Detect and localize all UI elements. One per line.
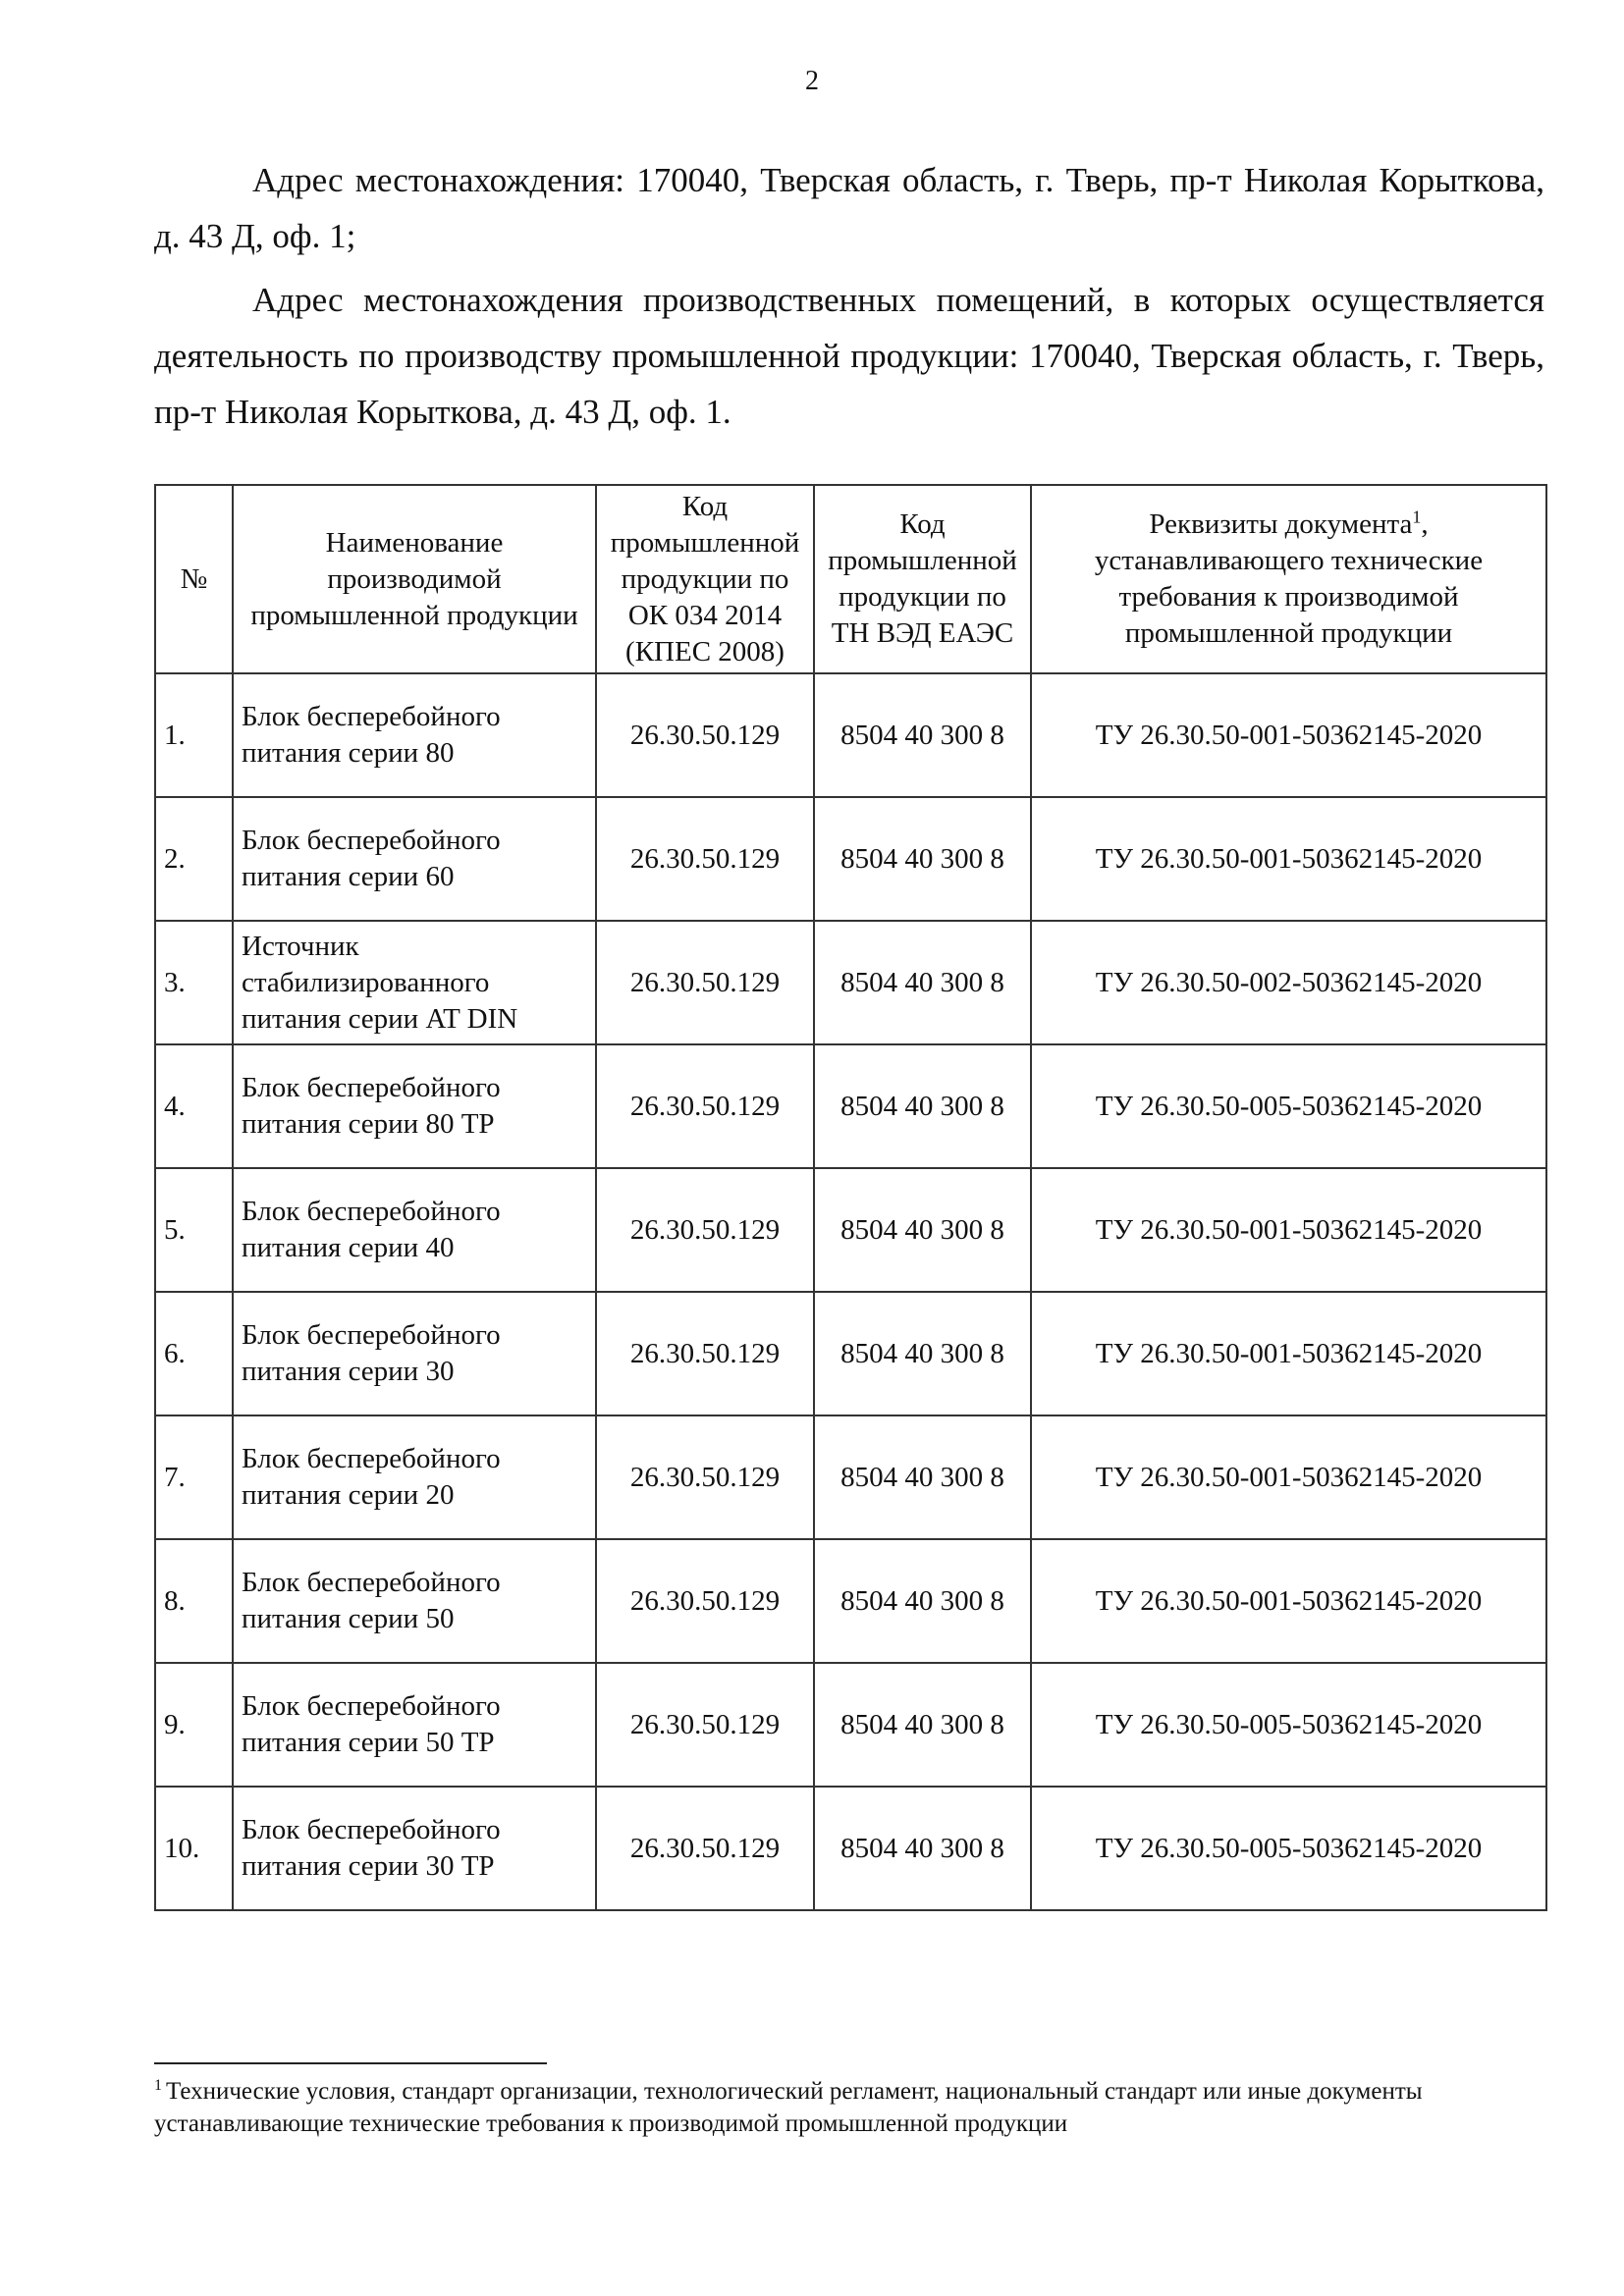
tnved-code: 8504 40 300 8 bbox=[814, 1044, 1031, 1168]
footnote-marker: 1 bbox=[154, 2076, 162, 2094]
footnote-separator bbox=[154, 2062, 547, 2064]
row-number: 4. bbox=[155, 1044, 233, 1168]
okpd-code: 26.30.50.129 bbox=[596, 1663, 814, 1787]
document-requisites: ТУ 26.30.50-005-50362145-2020 bbox=[1031, 1787, 1546, 1910]
document-requisites: ТУ 26.30.50-001-50362145-2020 bbox=[1031, 797, 1546, 921]
row-number: 3. bbox=[155, 921, 233, 1044]
table-row bbox=[155, 1787, 1546, 1910]
table-row bbox=[155, 673, 1546, 797]
okpd-code: 26.30.50.129 bbox=[596, 1168, 814, 1292]
row-number: 9. bbox=[155, 1663, 233, 1787]
okpd-code: 26.30.50.129 bbox=[596, 1292, 814, 1415]
row-number: 7. bbox=[155, 1415, 233, 1539]
product-name: Блок бесперебойного питания серии 20 bbox=[233, 1415, 596, 1539]
tnved-code: 8504 40 300 8 bbox=[814, 1539, 1031, 1663]
document-requisites: ТУ 26.30.50-005-50362145-2020 bbox=[1031, 1663, 1546, 1787]
okpd-code: 26.30.50.129 bbox=[596, 673, 814, 797]
okpd-code: 26.30.50.129 bbox=[596, 921, 814, 1044]
footnote-text: Технические условия, стандарт организации, технологический регламент, национальный стандарт или иные документы устанавливающие технические требования к производимой промышленной продукции bbox=[154, 2078, 1423, 2137]
table-row bbox=[155, 797, 1546, 921]
tnved-code: 8504 40 300 8 bbox=[814, 797, 1031, 921]
header-tnved-code: Код промышленной продукции по ТН ВЭД ЕАЭС bbox=[814, 485, 1031, 673]
product-name: Блок бесперебойного питания серии 60 bbox=[233, 797, 596, 921]
document-requisites: ТУ 26.30.50-001-50362145-2020 bbox=[1031, 1292, 1546, 1415]
tnved-code: 8504 40 300 8 bbox=[814, 673, 1031, 797]
header-requisites-rest: , устанавливающего технические требования к производимой промышленной продукции bbox=[1094, 508, 1484, 649]
legal-address-paragraph: Адрес местонахождения: 170040, Тверская область, г. Тверь, пр-т Николая Корыткова, д. 43 Д, оф. 1; bbox=[154, 161, 1544, 255]
tnved-code: 8504 40 300 8 bbox=[814, 1787, 1031, 1910]
product-name: Блок бесперебойного питания серии 50 TP bbox=[233, 1663, 596, 1787]
header-num: № bbox=[155, 485, 233, 673]
document-requisites: ТУ 26.30.50-001-50362145-2020 bbox=[1031, 673, 1546, 797]
production-address-paragraph: Адрес местонахождения производственных помещений, в которых осуществляется деятельность по производству промышленной продукции: 170040, Тверская область, г. Тверь, пр-т Николая Корыткова, д. 43 Д, оф. 1. bbox=[154, 281, 1544, 431]
table-row bbox=[155, 1168, 1546, 1292]
product-name: Блок бесперебойного питания серии 30 TP bbox=[233, 1787, 596, 1910]
okpd-code: 26.30.50.129 bbox=[596, 1415, 814, 1539]
address-section bbox=[154, 152, 1544, 448]
product-name: Блок бесперебойного питания серии 30 bbox=[233, 1292, 596, 1415]
document-requisites: ТУ 26.30.50-001-50362145-2020 bbox=[1031, 1539, 1546, 1663]
okpd-code: 26.30.50.129 bbox=[596, 1044, 814, 1168]
product-name: Блок бесперебойного питания серии 40 bbox=[233, 1168, 596, 1292]
row-number: 8. bbox=[155, 1539, 233, 1663]
header-product-name: Наименование производимой промышленной продукции bbox=[233, 485, 596, 673]
products-table bbox=[154, 484, 1547, 1911]
row-number: 5. bbox=[155, 1168, 233, 1292]
document-requisites: ТУ 26.30.50-001-50362145-2020 bbox=[1031, 1168, 1546, 1292]
document-requisites: ТУ 26.30.50-001-50362145-2020 bbox=[1031, 1415, 1546, 1539]
okpd-code: 26.30.50.129 bbox=[596, 797, 814, 921]
row-number: 1. bbox=[155, 673, 233, 797]
okpd-code: 26.30.50.129 bbox=[596, 1787, 814, 1910]
tnved-code: 8504 40 300 8 bbox=[814, 1168, 1031, 1292]
table-row bbox=[155, 1539, 1546, 1663]
table-row bbox=[155, 1663, 1546, 1787]
okpd-code: 26.30.50.129 bbox=[596, 1539, 814, 1663]
table-row bbox=[155, 1044, 1546, 1168]
tnved-code: 8504 40 300 8 bbox=[814, 921, 1031, 1044]
document-requisites: ТУ 26.30.50-002-50362145-2020 bbox=[1031, 921, 1546, 1044]
product-name: Блок бесперебойного питания серии 80 TP bbox=[233, 1044, 596, 1168]
header-requisites-text: Реквизиты документа bbox=[1149, 508, 1413, 540]
table-row bbox=[155, 1415, 1546, 1539]
footnote-reference: 1 bbox=[1412, 507, 1422, 527]
table-row bbox=[155, 1292, 1546, 1415]
row-number: 6. bbox=[155, 1292, 233, 1415]
tnved-code: 8504 40 300 8 bbox=[814, 1292, 1031, 1415]
product-name: Источник стабилизированного питания серии AT DIN bbox=[233, 921, 596, 1044]
tnved-code: 8504 40 300 8 bbox=[814, 1663, 1031, 1787]
row-number: 2. bbox=[155, 797, 233, 921]
header-document-requisites bbox=[1031, 485, 1546, 673]
tnved-code: 8504 40 300 8 bbox=[814, 1415, 1031, 1539]
product-name: Блок бесперебойного питания серии 50 bbox=[233, 1539, 596, 1663]
document-requisites: ТУ 26.30.50-005-50362145-2020 bbox=[1031, 1044, 1546, 1168]
table-header-row bbox=[155, 485, 1546, 673]
header-okpd-code: Код промышленной продукции по ОК 034 2014 (КПЕС 2008) bbox=[596, 485, 814, 673]
page-number: 2 bbox=[805, 66, 819, 96]
row-number: 10. bbox=[155, 1787, 233, 1910]
footnote bbox=[154, 2075, 1544, 2140]
table-row bbox=[155, 921, 1546, 1044]
product-name: Блок бесперебойного питания серии 80 bbox=[233, 673, 596, 797]
